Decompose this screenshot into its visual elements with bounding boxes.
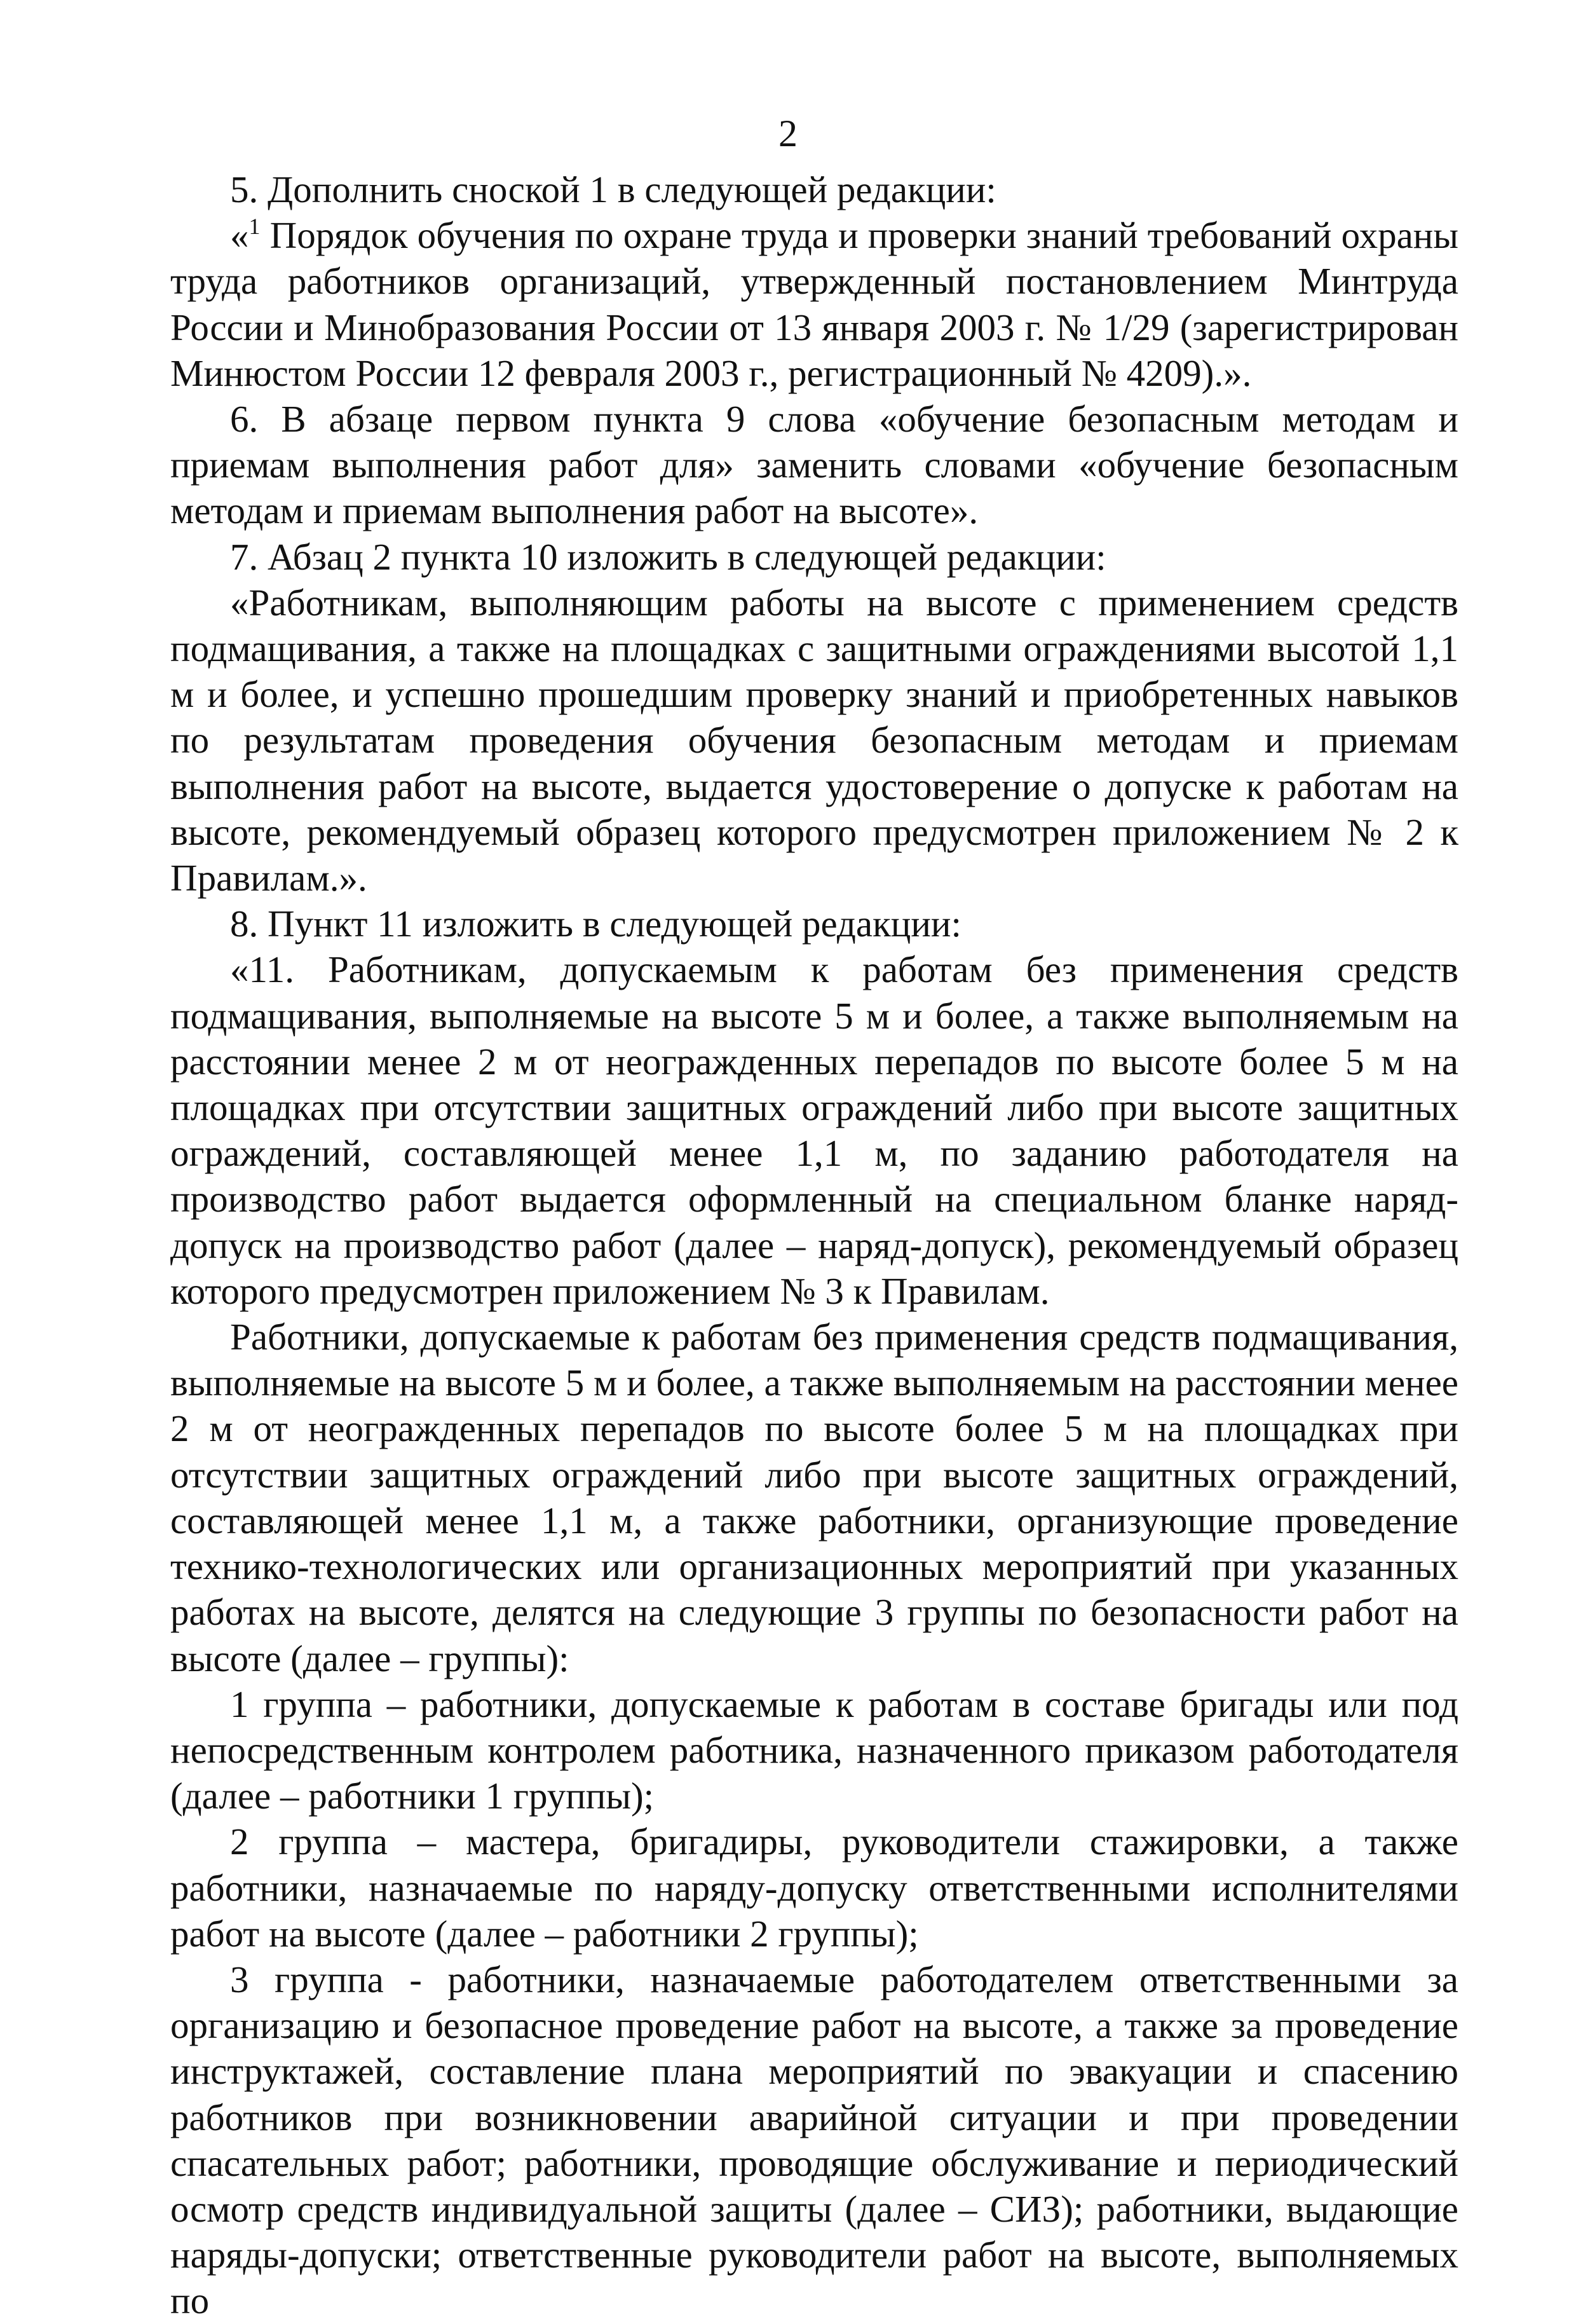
document-body: [170, 167, 1458, 2324]
footnote-body: Порядок обучения по охране труда и проверки знаний требований охраны труда работников организаций, утвержденный постановлением Минтруда России и Минобразования России от 13 января 2003 г. № 1/29 (зарегистрирован Минюстом России 12 февраля 2003 г., регистрационный № 4209).».: [170, 214, 1458, 394]
paragraph-groups-intro: Работники, допускаемые к работам без применения средств подмащивания, выполняемые на высоте 5 м и более, а также выполняемым на расстоянии менее 2 м от неогражденных перепадов по высоте более 5 м на площадках при отсутствии защитных ограждений либо при высоте защитных ограждений, составляющей менее 1,1 м, а также работники, организующие проведение технико-технологических или организационных мероприятий при указанных работах на высоте, делятся на следующие 3 группы по безопасности работ на высоте (далее – группы):: [170, 1316, 1458, 1679]
paragraph-group-1: 1 группа – работники, допускаемые к работам в составе бригады или под непосредственным контролем работника, назначенного приказом работодателя (далее – работники 1 группы);: [170, 1683, 1458, 1817]
paragraph-item-6: 6. В абзаце первом пункта 9 слова «обучение безопасным методам и приемам выполнения работ для» заменить словами «обучение безопасным методам и приемам выполнения работ на высоте».: [170, 398, 1458, 532]
footnote-1-text: [170, 212, 1458, 396]
opening-quote: «: [230, 214, 249, 257]
paragraph-item-7: 7. Абзац 2 пункта 10 изложить в следующей редакции:: [230, 535, 1106, 578]
footnote-marker: 1: [248, 214, 261, 240]
paragraph-item-8: 8. Пункт 11 изложить в следующей редакции:: [230, 903, 961, 945]
paragraph-item-5: 5. Дополнить сноской 1 в следующей редакции:: [230, 168, 996, 210]
page-number: 2: [778, 113, 798, 154]
paragraph-group-3: 3 группа - работники, назначаемые работодателем ответственными за организацию и безопасное проведение работ на высоте, а также за проведение инструктажей, составление плана мероприятий по эвакуации и спасению работников при возникновении аварийной ситуации и при проведении спасательных работ; работники, проводящие обслуживание и периодический осмотр средств индивидуальной защиты (далее – СИЗ); работники, выдающие наряды-допуски; ответственные руководители работ на высоте, выполняемых по: [170, 1958, 1458, 2322]
paragraph-point-11: «11. Работникам, допускаемым к работам без применения средств подмащивания, выполняемые на высоте 5 м и более, а также выполняемым на расстоянии менее 2 м от неогражденных перепадов по высоте более 5 м на площадках при отсутствии защитных ограждений либо при высоте защитных ограждений, составляющей менее 1,1 м, по заданию работодателя на производство работ выдается оформленный на специальном бланке наряд-допуск на производство работ (далее – наряд-допуск), рекомендуемый образец которого предусмотрен приложением № 3 к Правилам.: [170, 948, 1458, 1312]
paragraph-item-7-quote: «Работникам, выполняющим работы на высоте с применением средств подмащивания, а также на площадках с защитными ограждениями высотой 1,1 м и более, и успешно прошедшим проверку знаний и приобретенных навыков по результатам проведения обучения безопасным методам и приемам выполнения работ на высоте, выдается удостоверение о допуске к работам на высоте, рекомендуемый образец которого предусмотрен приложением № 2 к Правилам.».: [170, 581, 1458, 899]
paragraph-group-2: 2 группа – мастера, бригадиры, руководители стажировки, а также работники, назначаемые по наряду-допуску ответственными исполнителями работ на высоте (далее – работники 2 группы);: [170, 1821, 1458, 1955]
